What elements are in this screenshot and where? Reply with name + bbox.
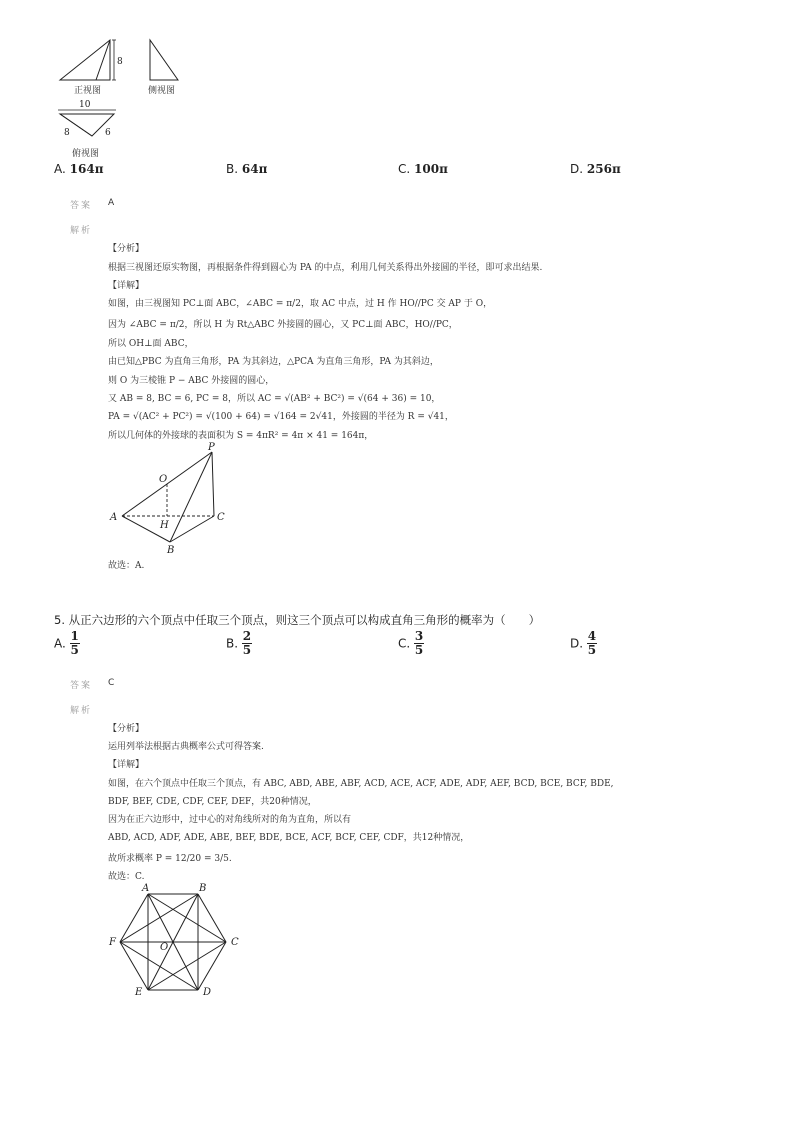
option-value: 256π — [586, 162, 621, 176]
analysis-line: 运用列举法根据古典概率公式可得答案. — [108, 742, 264, 752]
q5-answer-label: 答案 — [70, 681, 93, 691]
front-view-label: 正视图 — [74, 86, 102, 96]
analysis-line: 所以几何体的外接球的表面积为 S = 4πR² = 4π × 41 = 164π， — [108, 431, 374, 441]
top-dim-right-label: 6 — [105, 128, 111, 138]
analysis-line: 根据三视图还原实物图，再根据条件得到圆心为 PA 的中点，利用几何关系得出外接圆的半径，即可求出结果. — [108, 263, 543, 273]
segment-af — [120, 894, 148, 942]
analysis-line: ABD, ACD, ADF, ADE, ABE, BEF, BDE, BCE, ACF, BCF, CEF, CDF，共12种情况， — [108, 833, 470, 843]
height-dim-label: 8 — [117, 57, 123, 67]
q5-option-a[interactable] — [54, 630, 80, 657]
q5-option-b[interactable] — [226, 630, 252, 657]
option-value: 100π — [414, 162, 448, 176]
q4-option-b[interactable] — [226, 162, 267, 176]
segment-ef — [120, 942, 148, 990]
label-b: B — [167, 545, 175, 556]
option-letter: C. — [398, 636, 411, 651]
label-o: O — [159, 474, 168, 485]
label-p: P — [208, 442, 215, 453]
q5-answer-value: C — [108, 678, 115, 688]
q5-option-c[interactable] — [398, 630, 424, 657]
q4-option-c[interactable] — [398, 162, 448, 176]
analysis-line: 由已知△PBC 为直角三角形，PA 为其斜边，△PCA 为直角三角形，PA 为其斜边， — [108, 357, 439, 367]
option-fraction: $\frac{2}{5}$ — [242, 629, 252, 657]
hexagon-lines — [120, 894, 226, 990]
option-letter: D. — [570, 162, 584, 176]
label-h: H — [160, 520, 169, 531]
analysis-line: 又 AB = 8, BC = 6, PC = 8，所以 AC = √(AB² + BC²) = √(64 + 36) = 10， — [108, 394, 441, 404]
analysis-line: 【分析】 — [108, 724, 145, 734]
label-b: B — [199, 883, 207, 894]
q4-option-a[interactable] — [54, 162, 103, 176]
option-letter: A. — [54, 162, 66, 176]
q5-analysis-label: 解析 — [70, 706, 93, 716]
segment-bc — [198, 894, 226, 942]
q4-analysis-label: 解析 — [70, 226, 93, 236]
option-letter: D. — [570, 636, 584, 651]
analysis-line: BDF, BEF, CDE, CDF, CEF, DEF，共20种情况， — [108, 797, 317, 807]
q5-question-text: 5. 从正六边形的六个顶点中任取三个顶点，则这三个顶点可以构成直角三角形的概率为（ ） — [54, 613, 541, 627]
q4-answer-label: 答案 — [70, 201, 93, 211]
analysis-line: 故选：C. — [108, 872, 145, 882]
label-c: C — [231, 937, 239, 948]
analysis-line: 则 O 为三棱锥 P − ABC 外接圆的圆心， — [108, 376, 275, 386]
analysis-line: 因为在正六边形中，过中心的对角线所对的角为直角，所以有 — [108, 815, 352, 825]
label-c: C — [217, 512, 225, 523]
analysis-line: 【详解】 — [108, 281, 145, 291]
analysis-line: 【分析】 — [108, 244, 145, 254]
option-fraction: $\frac{4}{5}$ — [587, 629, 597, 657]
side-view-shape — [150, 40, 178, 80]
label-o: O — [160, 942, 169, 953]
pyramid-figure — [104, 440, 244, 558]
option-fraction: $\frac{1}{5}$ — [70, 629, 79, 657]
q4-conclusion: 故选：A. — [108, 561, 145, 571]
analysis-line: 所以 OH⊥面 ABC， — [108, 339, 194, 349]
option-fraction: $\frac{3}{5}$ — [414, 629, 424, 657]
label-a: A — [110, 512, 118, 523]
q4-option-d[interactable] — [570, 162, 621, 176]
hexagon-figure — [104, 880, 254, 1002]
option-value: 64π — [241, 162, 268, 176]
q4-answer-value: A — [108, 198, 115, 208]
option-letter: B. — [226, 162, 239, 176]
analysis-line: PA = √(AC² + PC²) = √(100 + 64) = √164 = 2√41，外接圆的半径为 R = √41， — [108, 412, 454, 422]
top-dim-label: 10 — [79, 100, 91, 110]
analysis-line: 如图，在六个顶点中任取三个顶点，有 ABC, ABD, ABE, ABF, ACD, ACE, ACF, ADE, ADF, AEF, BCD, BCE, BCF, BDE, — [108, 779, 614, 789]
analysis-line: 故所求概率 P = 12/20 = 3/5. — [108, 854, 232, 864]
option-letter: B. — [226, 636, 239, 651]
top-view-label: 俯视图 — [72, 149, 100, 159]
analysis-line: 因为 ∠ABC = π/2，所以 H 为 Rt△ABC 外接圆的圆心，又 PC⊥面 ABC，HO//PC， — [108, 320, 458, 330]
label-a: A — [142, 883, 150, 894]
q5-option-d[interactable] — [570, 630, 597, 657]
analysis-line: 【详解】 — [108, 760, 145, 770]
three-views-figure — [52, 36, 192, 160]
label-d: D — [203, 987, 212, 998]
side-view-label: 侧视图 — [148, 86, 176, 96]
label-f: F — [109, 937, 116, 948]
top-dim-left-label: 8 — [64, 128, 70, 138]
analysis-line: 如图，由三视图知 PC⊥面 ABC，∠ABC = π/2，取 AC 中点，过 H 作 HO//PC 交 AP 于 O， — [108, 299, 493, 309]
option-letter: C. — [398, 162, 411, 176]
segment-cd — [198, 942, 226, 990]
edge-pb — [170, 452, 212, 542]
label-e: E — [135, 987, 143, 998]
option-letter: A. — [54, 636, 66, 651]
edge-pc — [212, 452, 214, 516]
option-value: 164π — [69, 162, 104, 176]
